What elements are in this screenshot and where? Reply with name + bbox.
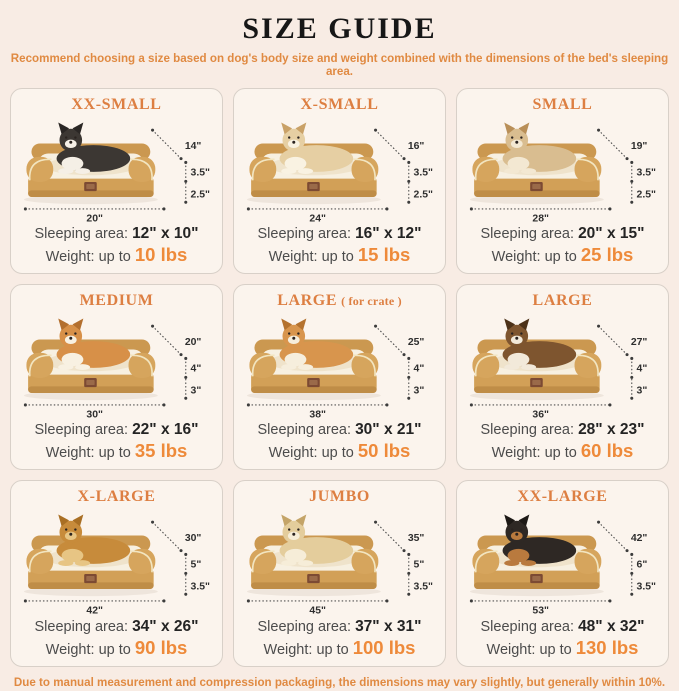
page-subtitle: Recommend choosing a size based on dog's body size and weight combined with the dimensions of the bed's sleeping area. bbox=[10, 52, 669, 78]
size-card-small bbox=[456, 88, 669, 274]
sleeping-area-line bbox=[460, 225, 665, 243]
weight-value: 60 lbs bbox=[580, 440, 634, 462]
bolster-dimension: 5" bbox=[413, 560, 425, 572]
sleeping-area-label: Sleeping area: bbox=[257, 226, 352, 243]
corgi-on-bed-illustration bbox=[14, 311, 219, 419]
size-name-text: X-SMALL bbox=[300, 96, 379, 113]
sleeping-area-label: Sleeping area: bbox=[34, 226, 129, 243]
weight-label: Weight: up to bbox=[491, 249, 577, 266]
depth-dimension: 19" bbox=[630, 141, 648, 153]
bolster-dimension: 6" bbox=[636, 560, 648, 572]
weight-value: 10 lbs bbox=[134, 244, 188, 266]
sleeping-area-line bbox=[14, 225, 219, 243]
weight-line bbox=[14, 244, 219, 266]
size-name bbox=[460, 292, 665, 310]
sleeping-area-value: 37" x 31" bbox=[355, 617, 422, 635]
size-name bbox=[237, 96, 442, 114]
sleeping-area-value: 48" x 32" bbox=[578, 617, 645, 635]
rottweiler-on-bed-illustration bbox=[460, 507, 665, 615]
size-name bbox=[14, 292, 219, 310]
sleeping-area-value: 34" x 26" bbox=[132, 617, 199, 635]
size-name-text: MEDIUM bbox=[79, 292, 154, 310]
sleeping-area-label: Sleeping area: bbox=[34, 618, 129, 635]
base-dimension: 3" bbox=[413, 385, 425, 397]
size-grid bbox=[0, 88, 679, 667]
size-card-xx-small bbox=[10, 88, 223, 274]
sleeping-area-line bbox=[460, 421, 665, 439]
weight-value: 15 lbs bbox=[357, 244, 411, 266]
bolster-dimension: 5" bbox=[190, 560, 202, 572]
sleeping-area-line bbox=[14, 421, 219, 439]
sleeping-area-value: 28" x 23" bbox=[578, 421, 645, 439]
width-dimension: 20" bbox=[86, 213, 103, 224]
shiba-inu-on-bed-illustration bbox=[237, 311, 442, 419]
size-name-text: LARGE bbox=[532, 292, 593, 310]
weight-line bbox=[14, 440, 219, 462]
sleeping-area-line bbox=[237, 225, 442, 243]
width-dimension: 36" bbox=[532, 409, 549, 420]
french-bulldog-on-bed-illustration bbox=[460, 115, 665, 223]
width-dimension: 28" bbox=[532, 213, 549, 224]
australian-shepherd-on-bed-illustration bbox=[460, 311, 665, 419]
size-card-large-for-crate bbox=[233, 284, 446, 470]
size-name-note: ( for crate ) bbox=[341, 294, 402, 309]
weight-label: Weight: up to bbox=[45, 445, 131, 462]
width-dimension: 45" bbox=[309, 605, 326, 616]
bolster-dimension: 4" bbox=[413, 363, 425, 375]
base-dimension: 2.5" bbox=[413, 189, 433, 201]
size-card-medium bbox=[10, 284, 223, 470]
size-name bbox=[460, 488, 665, 506]
weight-line bbox=[460, 637, 665, 659]
weight-value: 50 lbs bbox=[357, 440, 411, 462]
weight-line bbox=[460, 440, 665, 462]
sleeping-area-value: 22" x 16" bbox=[132, 421, 199, 439]
size-card-large bbox=[456, 284, 669, 470]
size-name-text: SMALL bbox=[532, 96, 593, 113]
bolster-dimension: 4" bbox=[636, 363, 648, 375]
sleeping-area-label: Sleeping area: bbox=[257, 618, 352, 635]
weight-value: 130 lbs bbox=[575, 636, 639, 658]
weight-label: Weight: up to bbox=[491, 445, 577, 462]
weight-line bbox=[237, 244, 442, 266]
size-name-text: X-LARGE bbox=[77, 488, 156, 506]
size-name-text: XX-SMALL bbox=[71, 96, 162, 113]
sleeping-area-line bbox=[237, 421, 442, 439]
weight-value: 100 lbs bbox=[352, 636, 416, 658]
bolster-dimension: 4" bbox=[190, 363, 202, 375]
base-dimension: 3.5" bbox=[190, 581, 210, 593]
size-card-x-large bbox=[10, 480, 223, 666]
bolster-dimension: 3.5" bbox=[413, 167, 433, 179]
page-title: SIZE GUIDE bbox=[242, 12, 437, 45]
golden-retriever-on-bed-illustration bbox=[14, 507, 219, 615]
weight-label: Weight: up to bbox=[45, 249, 131, 266]
depth-dimension: 30" bbox=[184, 533, 202, 545]
sleeping-area-value: 30" x 21" bbox=[355, 421, 422, 439]
size-card-xx-large bbox=[456, 480, 669, 666]
weight-value: 35 lbs bbox=[134, 440, 188, 462]
labrador-on-bed-illustration bbox=[237, 507, 442, 615]
weight-label: Weight: up to bbox=[263, 641, 349, 658]
depth-dimension: 16" bbox=[407, 141, 425, 153]
weight-line bbox=[237, 637, 442, 659]
weight-value: 90 lbs bbox=[134, 636, 188, 658]
size-name-text: JUMBO bbox=[309, 488, 370, 506]
sleeping-area-label: Sleeping area: bbox=[34, 422, 129, 439]
puppy-on-bed-illustration bbox=[237, 115, 442, 223]
weight-line bbox=[460, 244, 665, 266]
base-dimension: 3" bbox=[636, 385, 648, 397]
base-dimension: 3" bbox=[190, 385, 202, 397]
size-name-text: XX-LARGE bbox=[517, 488, 608, 506]
size-name-text: LARGE bbox=[277, 292, 338, 310]
sleeping-area-line bbox=[460, 618, 665, 636]
base-dimension: 2.5" bbox=[190, 189, 210, 201]
sleeping-area-label: Sleeping area: bbox=[257, 422, 352, 439]
width-dimension: 42" bbox=[86, 605, 103, 616]
size-name bbox=[14, 96, 219, 114]
weight-label: Weight: up to bbox=[268, 445, 354, 462]
sleeping-area-label: Sleeping area: bbox=[480, 422, 575, 439]
depth-dimension: 25" bbox=[407, 337, 425, 349]
base-dimension: 3.5" bbox=[636, 581, 656, 593]
size-name bbox=[237, 488, 442, 506]
weight-label: Weight: up to bbox=[268, 249, 354, 266]
size-name bbox=[14, 488, 219, 506]
size-card-jumbo bbox=[233, 480, 446, 666]
sleeping-area-line bbox=[14, 618, 219, 636]
weight-label: Weight: up to bbox=[486, 641, 572, 658]
weight-line bbox=[14, 637, 219, 659]
size-name bbox=[460, 96, 665, 114]
depth-dimension: 20" bbox=[184, 337, 202, 349]
size-name bbox=[237, 292, 442, 310]
depth-dimension: 27" bbox=[630, 337, 648, 349]
depth-dimension: 42" bbox=[630, 533, 648, 545]
sleeping-area-value: 12" x 10" bbox=[132, 225, 199, 243]
weight-label: Weight: up to bbox=[45, 641, 131, 658]
sleeping-area-label: Sleeping area: bbox=[480, 618, 575, 635]
sleeping-area-value: 20" x 15" bbox=[578, 225, 645, 243]
size-card-x-small bbox=[233, 88, 446, 274]
base-dimension: 3.5" bbox=[413, 581, 433, 593]
depth-dimension: 35" bbox=[407, 533, 425, 545]
weight-line bbox=[237, 440, 442, 462]
base-dimension: 2.5" bbox=[636, 189, 656, 201]
width-dimension: 53" bbox=[532, 605, 549, 616]
sleeping-area-label: Sleeping area: bbox=[480, 226, 575, 243]
width-dimension: 38" bbox=[309, 409, 326, 420]
depth-dimension: 14" bbox=[184, 141, 202, 153]
width-dimension: 24" bbox=[309, 213, 326, 224]
cat-on-bed-illustration bbox=[14, 115, 219, 223]
disclaimer-text: Due to manual measurement and compression packaging, the dimensions may vary slightly, but generally within 10%. bbox=[13, 675, 666, 689]
weight-value: 25 lbs bbox=[580, 244, 634, 266]
sleeping-area-line bbox=[237, 618, 442, 636]
bolster-dimension: 3.5" bbox=[190, 167, 210, 179]
sleeping-area-value: 16" x 12" bbox=[355, 225, 422, 243]
width-dimension: 30" bbox=[86, 409, 103, 420]
bolster-dimension: 3.5" bbox=[636, 167, 656, 179]
